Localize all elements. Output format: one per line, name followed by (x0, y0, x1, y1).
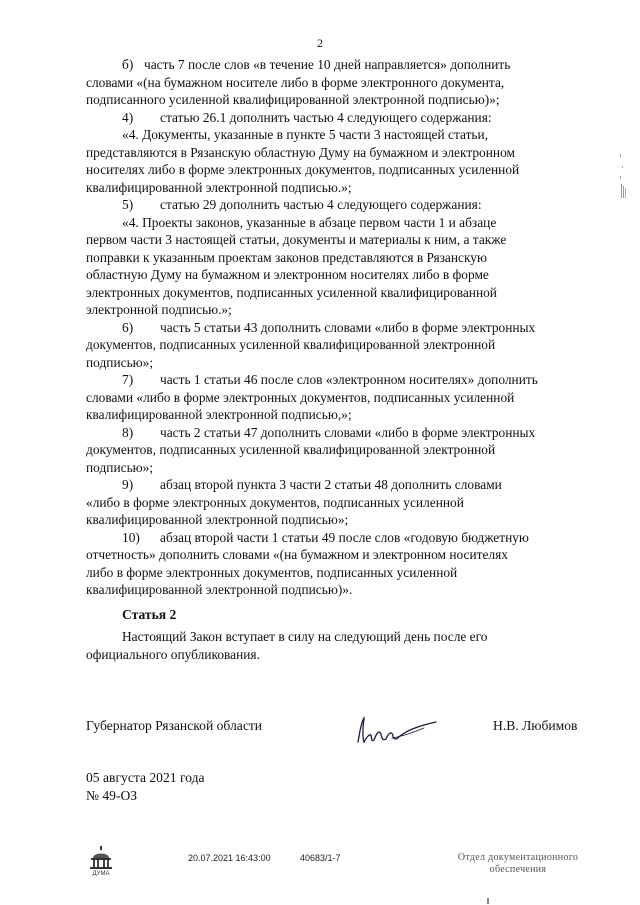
item-text: часть 1 статьи 46 после слов «электронном носителях» дополнить (160, 372, 538, 387)
logo-text: ДУМА (92, 871, 110, 876)
amendment-item (86, 371, 586, 389)
item-label: б) (122, 57, 134, 72)
amendment-item (86, 476, 586, 494)
item-text: часть 7 после слов «в течение 10 дней направляется» дополнить (144, 57, 511, 72)
text-line: подписанного усиленной квалифицированной электронной подписью)»; (86, 92, 500, 107)
amendment-item (86, 196, 586, 214)
text-line: Настоящий Закон вступает в силу на следующий день после его (122, 629, 488, 644)
signing-date: 05 августа 2021 года (86, 770, 205, 785)
scan-edge-marks (618, 150, 630, 210)
department-stamp (438, 852, 598, 876)
amendment-item (86, 109, 586, 127)
text-line: областную Думу на бумажном и электронном носителях либо в форме (86, 267, 489, 282)
amendment-item (86, 424, 586, 442)
law-number: № 49-ОЗ (86, 788, 138, 803)
text-line: поправки к указанным проектам законов представляются в Рязанскую (86, 249, 487, 265)
footer-timestamp: 20.07.2021 16:43:00 (188, 853, 271, 863)
text-line: «либо в форме электронных документов, подписанных усиленной (86, 494, 464, 510)
amendment-list (86, 56, 586, 599)
item-text: часть 2 статьи 47 дополнить словами «либо в форме электронных (160, 424, 536, 440)
text-line: квалифицированной электронной подписью»; (86, 512, 349, 527)
duma-emblem-icon (88, 846, 114, 876)
item-text: статью 29 дополнить частью 4 следующего содержания: (160, 197, 482, 212)
item-text: статью 26.1 дополнить частью 4 следующего содержания: (160, 109, 492, 125)
text-line: документов, подписанных усиленной квалифицированной электронной (86, 442, 496, 457)
text-line: представляются в Рязанскую областную Думу на бумажном и электронном (86, 144, 515, 160)
scan-artifact (486, 898, 490, 904)
final-provision (86, 628, 586, 663)
text-line: подписью»; (86, 354, 154, 370)
text-line: отчетность» дополнить словами «(на бумажном и электронном носителях (86, 547, 508, 562)
amendment-item (86, 56, 586, 74)
page-number: 2 (317, 36, 323, 50)
text-line: квалифицированной электронной подписью.»; (86, 179, 352, 195)
quoted-text: «4. Проекты законов, указанные в абзаце первом части 1 и абзаце (122, 214, 497, 230)
text-line: официального опубликования. (86, 646, 260, 662)
text-line: словами «(на бумажном носителе либо в форме электронного документа, (86, 74, 505, 90)
item-label: 10) (122, 529, 140, 545)
text-line: либо в форме электронных документов, подписанных усиленной (86, 564, 458, 580)
item-label: 6) (122, 319, 134, 335)
item-label: 5) (122, 197, 134, 212)
text-line: носителях либо в форме электронных документов, подписанных усиленной (86, 162, 520, 177)
handwritten-signature (352, 712, 442, 752)
stamp-line: обеспечения (489, 864, 547, 875)
item-label: 4) (122, 109, 134, 125)
item-text: абзац второй пункта 3 части 2 статьи 48 дополнить словами (160, 477, 502, 492)
quoted-text: «4. Документы, указанные в пункте 5 части 3 настоящей статьи, (122, 127, 489, 142)
signatory-title: Губернатор Рязанской области (86, 718, 263, 733)
text-line: квалифицированной электронной подписью)». (86, 582, 353, 597)
amendment-item (86, 529, 586, 547)
item-label: 8) (122, 424, 134, 440)
item-text: абзац второй части 1 статьи 49 после слов «годовую бюджетную (160, 529, 529, 545)
text-line: документов, подписанных усиленной квалифицированной электронной (86, 337, 496, 352)
text-line: первом части 3 настоящей статьи, документы и материалы к ним, а также (86, 232, 507, 247)
amendment-item (86, 319, 586, 337)
stamp-line: Отдел документационного (457, 852, 579, 863)
text-line: словами «либо в форме электронных документов, подписанных усиленной (86, 389, 515, 405)
text-line: электронных документов, подписанных усиленной квалифицированной (86, 284, 497, 300)
text-line: электронной подписью.»; (86, 302, 232, 317)
item-label: 9) (122, 477, 134, 492)
text-line: квалифицированной электронной подписью,»; (86, 407, 352, 422)
signatory-name: Н.В. Любимов (493, 718, 578, 733)
item-label: 7) (122, 372, 134, 387)
footer-document-code: 40683/1-7 (300, 853, 341, 863)
item-text: часть 5 статьи 43 дополнить словами «либо в форме электронных (160, 319, 536, 335)
text-line: подписью»; (86, 459, 154, 475)
article-heading: Статья 2 (122, 607, 177, 622)
